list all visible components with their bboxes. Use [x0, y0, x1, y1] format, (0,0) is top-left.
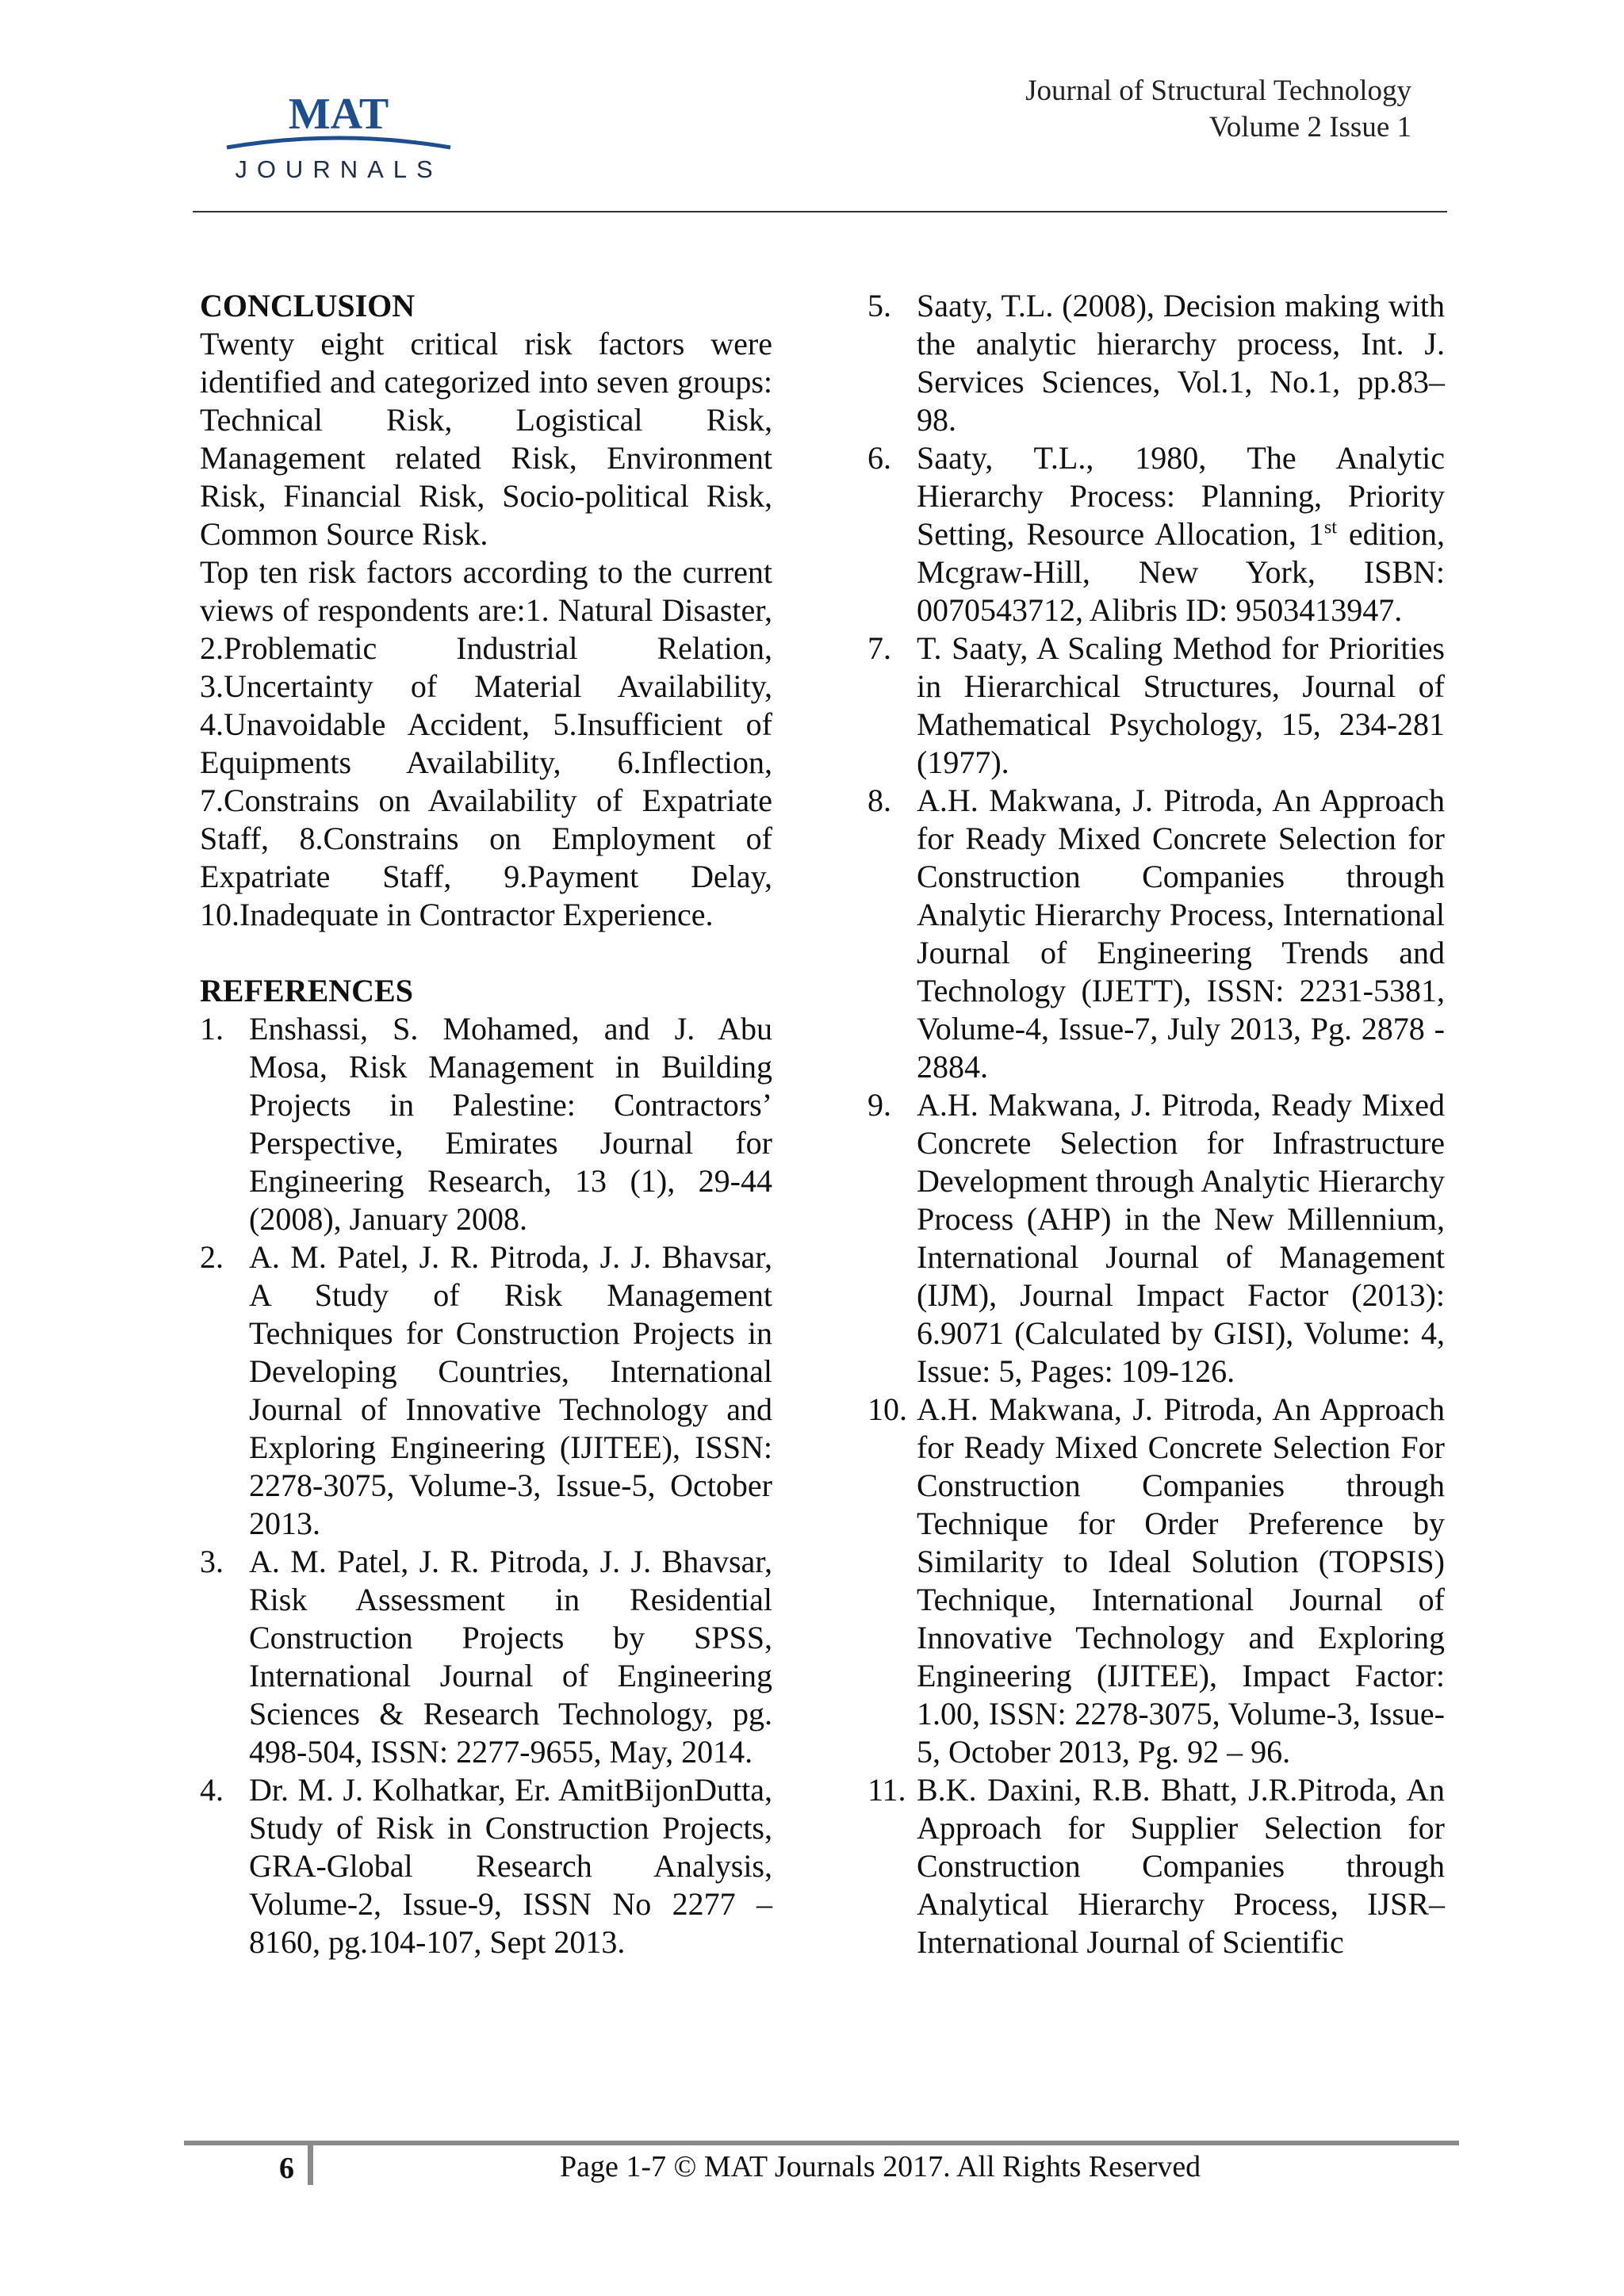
right-column — [868, 287, 1445, 1961]
conclusion-heading: CONCLUSION — [200, 288, 416, 323]
reference-text: T. Saaty, A Scaling Method for Priorities in Hierarchical Structures, Journal of Mathematical Psychology, 15, 234-281 (1977). — [917, 630, 1445, 780]
reference-number: 10. — [868, 1391, 907, 1427]
reference-number: 11. — [868, 1772, 906, 1808]
left-column — [200, 287, 772, 1961]
reference-number: 5. — [868, 288, 891, 323]
reference-item — [868, 287, 1445, 439]
reference-text: A. M. Patel, J. R. Pitroda, J. J. Bhavsar, A Study of Risk Management Techniques for Construction Projects in Developing Countries, International Journal of Innovative Technology and Exploring Engineering (IJITEE), ISSN: 2278-3075, Volume-3, Issue-5, October 2013. — [249, 1239, 772, 1541]
section-spacer — [200, 934, 772, 972]
references-heading: REFERENCES — [200, 973, 413, 1008]
reference-number: 2. — [200, 1239, 224, 1275]
reference-item — [200, 1771, 772, 1961]
reference-text: Enshassi, S. Mohamed, and J. Abu Mosa, Risk Management in Building Projects in Palestine: Contractors’ Perspective, Emirates Journal for Engineering Research, 13 (1), 29-44 (2008), January 2008. — [249, 1011, 772, 1237]
reference-text: B.K. Daxini, R.B. Bhatt, J.R.Pitroda, An Approach for Supplier Selection for Construction Companies through Analytical Hierarchy Process, IJSR– International Journal of Scientific — [917, 1772, 1445, 1960]
footer-divider — [184, 2141, 1459, 2145]
reference-text: A. M. Patel, J. R. Pitroda, J. J. Bhavsar, Risk Assessment in Residential Construction Projects by SPSS, International Journal of Engineering Sciences & Research Technology, pg. 498-504, ISSN: 2277-9655, May, 2014. — [249, 1544, 772, 1770]
page-number: 6 — [279, 2152, 294, 2185]
reference-text: Dr. M. J. Kolhatkar, Er. AmitBijonDutta, Study of Risk in Construction Projects, GRA-Global Research Analysis, Volume-2, Issue-9, ISSN No 2277 – 8160, pg.104-107, Sept 2013. — [249, 1772, 772, 1960]
reference-number: 7. — [868, 630, 891, 666]
reference-number: 4. — [200, 1772, 224, 1808]
journal-name: Journal of Structural Technology — [1025, 75, 1411, 107]
references-list-right — [868, 287, 1445, 1961]
reference-item — [200, 1010, 772, 1238]
conclusion-paragraph-2: Top ten risk factors according to the current views of respondents are:1. Natural Disaster, 2.Problematic Industrial Relation, 3.Uncertainty of Material Availability, 4.Unavoidable Accident, 5.Insufficient of Equipments Availability, 6.Inflection, 7.Constrains on Availability of Expatriate Staff, 8.Constrains on Employment of Expatriate Staff, 9.Payment Delay, 10.Inadequate in Contractor Experience. — [200, 554, 772, 932]
logo-top-text: MAT — [288, 90, 389, 139]
reference-item — [868, 1086, 1445, 1391]
reference-number: 6. — [868, 440, 891, 476]
reference-item — [868, 782, 1445, 1086]
reference-text: A.H. Makwana, J. Pitroda, An Approach for Ready Mixed Concrete Selection for Construction Companies through Analytic Hierarchy Process, International Journal of Engineering Trends and Technology (IJETT), ISSN: 2231-5381, Volume-4, Issue-7, July 2013, Pg. 2878 - 2884. — [917, 783, 1445, 1085]
reference-superscript: st — [1323, 517, 1337, 538]
copyright-notice: Page 1-7 © MAT Journals 2017. All Rights Reserved — [560, 2150, 1201, 2183]
logo-bottom-text: JOURNALS — [235, 155, 442, 182]
reference-item — [200, 1543, 772, 1771]
reference-item — [868, 1391, 1445, 1771]
reference-text: A.H. Makwana, J. Pitroda, An Approach for Ready Mixed Concrete Selection For Construction Companies through Technique for Order Preference by Similarity to Ideal Solution (TOPSIS) Technique, International Journal of Innovative Technology and Exploring Engineering (IJITEE), Impact Factor: 1.00, ISSN: 2278-3075, Volume-3, Issue-5, October 2013, Pg. 92 – 96. — [917, 1391, 1445, 1770]
reference-number: 9. — [868, 1087, 891, 1123]
references-list-left — [200, 1010, 772, 1961]
conclusion-paragraph-1: Twenty eight critical risk factors were identified and categorized into seven groups: Technical Risk, Logistical Risk, Management related Risk, Environment Risk, Financial Risk, Socio-political Risk, Common Source Risk. — [200, 326, 772, 552]
reference-number: 3. — [200, 1544, 224, 1579]
reference-text: A.H. Makwana, J. Pitroda, Ready Mixed Concrete Selection for Infrastructure Development through Analytic Hierarchy Process (AHP) in the New Millennium, International Journal of Management (IJM), Journal Impact Factor (2013): 6.9071 (Calculated by GISI), Volume: 4, Issue: 5, Pages: 109-126. — [917, 1087, 1445, 1389]
volume-issue: Volume 2 Issue 1 — [1208, 111, 1411, 144]
footer-separator-bar — [308, 2145, 313, 2185]
journal-header — [1025, 73, 1411, 146]
reference-text: Saaty, T.L., 1980, The Analytic Hierarchy Process: Planning, Priority Setting, Resource Allocation, 1 — [917, 440, 1445, 552]
reference-item — [868, 1771, 1445, 1961]
header-divider — [193, 211, 1447, 212]
reference-number: 8. — [868, 783, 891, 818]
reference-item — [868, 629, 1445, 782]
reference-text-continued: edition, Mcgraw-Hill, New York, ISBN: 0070543712, Alibris ID: 9503413947. — [917, 516, 1446, 628]
reference-item — [200, 1238, 772, 1543]
reference-number: 1. — [200, 1011, 224, 1047]
reference-text: Saaty, T.L. (2008), Decision making with the analytic hierarchy process, Int. J. Services Sciences, Vol.1, No.1, pp.83–98. — [917, 288, 1445, 438]
reference-item — [868, 439, 1445, 629]
mat-journals-logo — [224, 87, 454, 182]
